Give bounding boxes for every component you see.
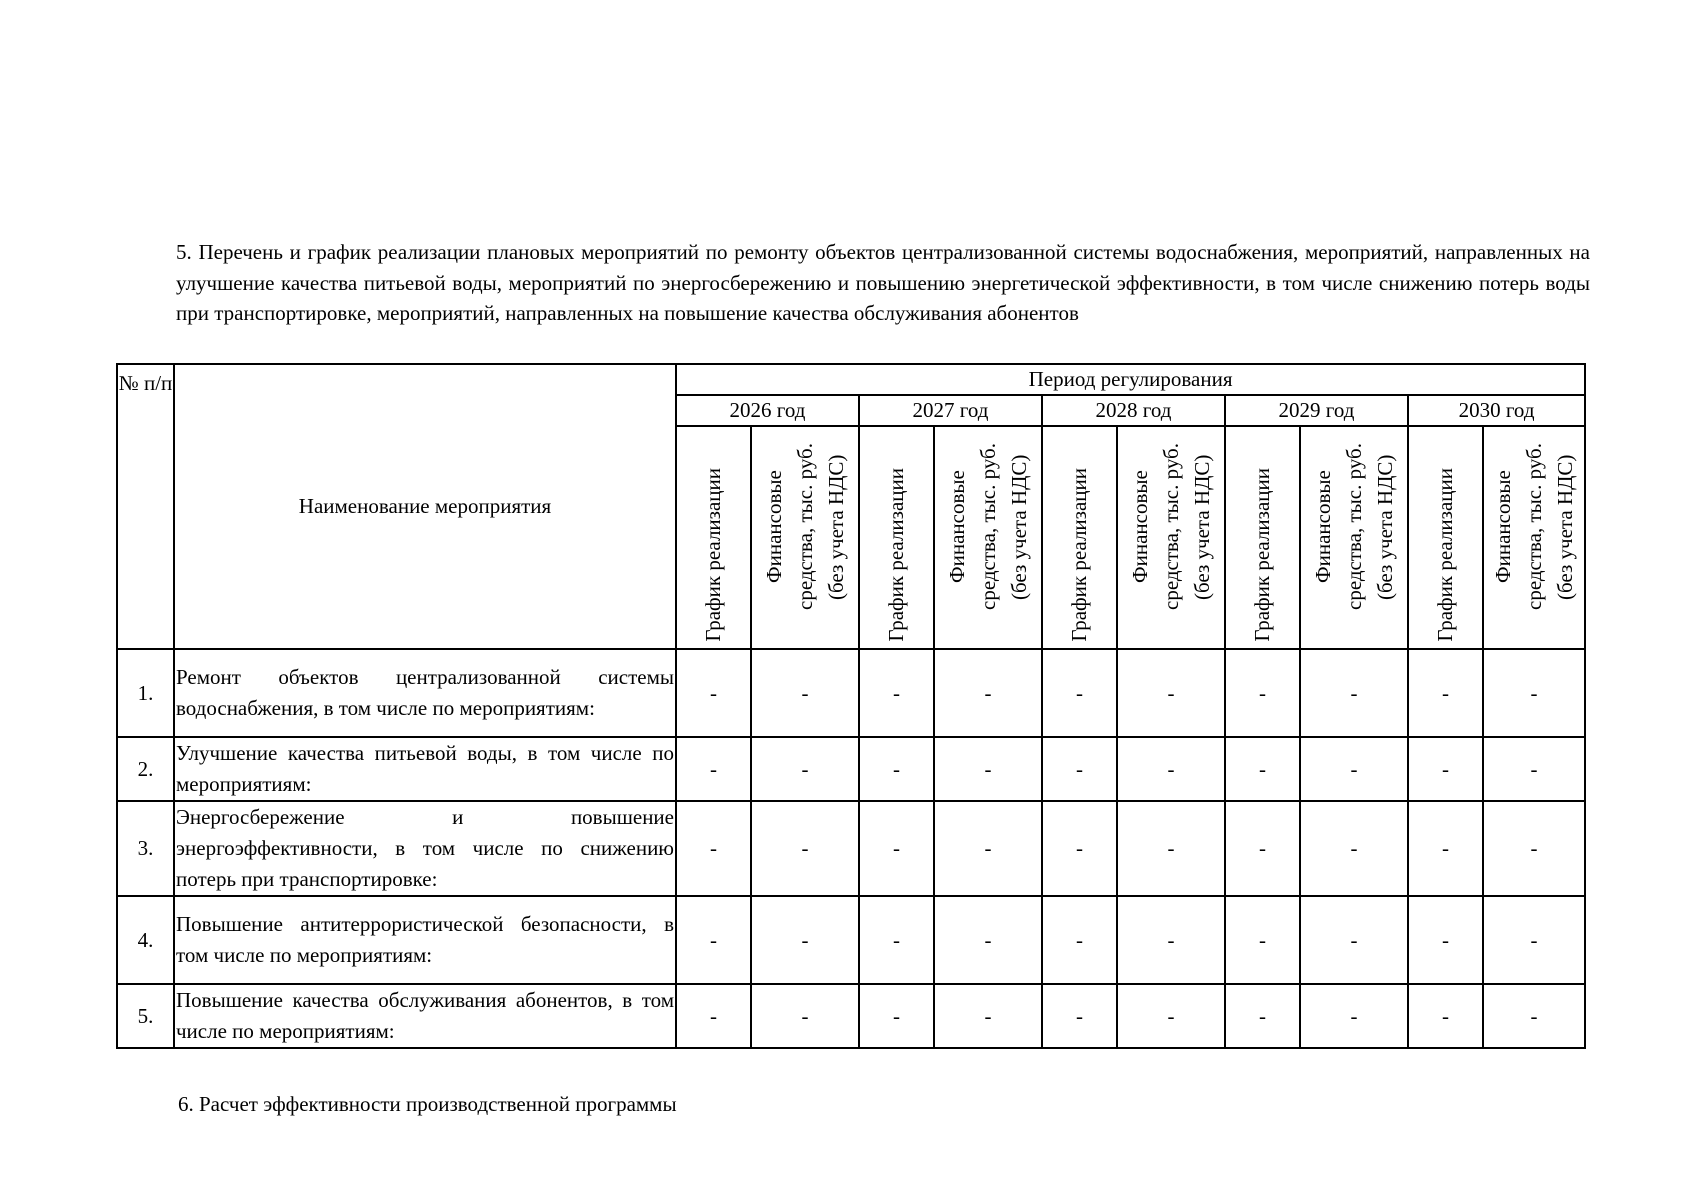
- period-header: Период регулирования: [676, 364, 1585, 395]
- finance-cell: -: [1117, 801, 1225, 896]
- row-number: 4.: [117, 896, 174, 984]
- schedule-column-label: График реализации: [884, 468, 908, 642]
- schedule-cell: -: [1042, 984, 1117, 1048]
- name-header: Наименование мероприятия: [174, 364, 676, 649]
- finance-cell: -: [1117, 984, 1225, 1048]
- schedule-cell: -: [1408, 896, 1483, 984]
- schedule-cell: -: [1408, 984, 1483, 1048]
- finance-cell: -: [751, 984, 859, 1048]
- section-6-heading: 6. Расчет эффективности производственной программы: [178, 1092, 677, 1116]
- finance-cell: -: [1483, 801, 1585, 896]
- table-body: [117, 649, 1585, 1048]
- finance-cell: -: [751, 896, 859, 984]
- finance-cell: -: [934, 896, 1042, 984]
- table-row: [117, 984, 1585, 1048]
- schedule-cell: -: [1225, 984, 1300, 1048]
- schedule-cell: -: [676, 649, 751, 737]
- finance-column-label: Финансовые средства, тыс. руб. (без учета НДС): [944, 443, 1031, 611]
- finance-cell: -: [934, 801, 1042, 896]
- finance-column-header: [751, 426, 859, 649]
- schedule-column-header: [1042, 426, 1117, 649]
- row-activity-name: Повышение качества обслуживания абонентов, в том числе по мероприятиям:: [174, 984, 676, 1048]
- row-activity-name: Ремонт объектов централизованной системы водоснабжения, в том числе по мероприятиям:: [174, 649, 676, 737]
- schedule-cell: -: [676, 737, 751, 801]
- schedule-column-header: [859, 426, 934, 649]
- schedule-cell: -: [859, 984, 934, 1048]
- schedule-cell: -: [1225, 737, 1300, 801]
- section-5-heading: 5. Перечень и график реализации плановых мероприятий по ремонту объектов централизованной системы водоснабжения, мероприятий, направленных на улучшение качества питьевой воды, мероприятий по энергосбережению и повышению энергетической эффективности, в том числе снижению потерь воды при транспортировке, мероприятий, направленных на повышение качества обслуживания абонентов: [176, 240, 1590, 325]
- num-header: № п/п: [117, 364, 174, 649]
- schedule-cell: -: [1042, 649, 1117, 737]
- finance-column-header: [1300, 426, 1408, 649]
- schedule-column-header: [1225, 426, 1300, 649]
- finance-column-header: [1117, 426, 1225, 649]
- schedule-cell: -: [1408, 801, 1483, 896]
- year-header: 2027 год: [859, 395, 1042, 426]
- year-header: 2030 год: [1408, 395, 1585, 426]
- finance-cell: -: [1483, 896, 1585, 984]
- finance-cell: -: [751, 801, 859, 896]
- schedule-cell: -: [676, 801, 751, 896]
- finance-cell: -: [1300, 801, 1408, 896]
- row-activity-name: Улучшение качества питьевой воды, в том числе по мероприятиям:: [174, 737, 676, 801]
- schedule-column-label: График реализации: [1433, 468, 1457, 642]
- finance-column-label: Финансовые средства, тыс. руб. (без учета НДС): [1490, 443, 1577, 611]
- finance-cell: -: [1117, 649, 1225, 737]
- schedule-cell: -: [1408, 737, 1483, 801]
- schedule-column-header: [676, 426, 751, 649]
- finance-cell: -: [1300, 737, 1408, 801]
- finance-column-header: [1483, 426, 1585, 649]
- schedule-cell: -: [676, 984, 751, 1048]
- finance-column-header: [934, 426, 1042, 649]
- finance-cell: -: [934, 984, 1042, 1048]
- finance-cell: -: [1483, 737, 1585, 801]
- finance-cell: -: [1300, 896, 1408, 984]
- schedule-cell: -: [676, 896, 751, 984]
- table-row: [117, 896, 1585, 984]
- table-row: [117, 801, 1585, 896]
- schedule-cell: -: [859, 896, 934, 984]
- row-activity-name: Повышение антитеррористической безопасности, в том числе по мероприятиям:: [174, 896, 676, 984]
- schedule-column-header: [1408, 426, 1483, 649]
- schedule-column-label: График реализации: [701, 468, 725, 642]
- row-number: 1.: [117, 649, 174, 737]
- finance-cell: -: [934, 649, 1042, 737]
- row-activity-name: Энергосбережение и повышение энергоэффективности, в том числе по снижению потерь при транспортировке:: [174, 801, 676, 896]
- finance-cell: -: [1483, 649, 1585, 737]
- schedule-cell: -: [1225, 649, 1300, 737]
- schedule-cell: -: [1225, 896, 1300, 984]
- schedule-cell: -: [1225, 801, 1300, 896]
- table-row: [117, 649, 1585, 737]
- finance-cell: -: [1483, 984, 1585, 1048]
- year-header: 2029 год: [1225, 395, 1408, 426]
- schedule-cell: -: [1042, 896, 1117, 984]
- row-number: 5.: [117, 984, 174, 1048]
- finance-cell: -: [1117, 896, 1225, 984]
- schedule-cell: -: [859, 737, 934, 801]
- finance-column-label: Финансовые средства, тыс. руб. (без учета НДС): [1310, 443, 1397, 611]
- schedule-cell: -: [859, 649, 934, 737]
- table-header: [117, 364, 1585, 649]
- finance-cell: -: [1300, 984, 1408, 1048]
- schedule-cell: -: [1408, 649, 1483, 737]
- schedule-column-label: График реализации: [1250, 468, 1274, 642]
- finance-cell: -: [934, 737, 1042, 801]
- plan-table: [116, 363, 1586, 1049]
- year-header: 2026 год: [676, 395, 859, 426]
- finance-column-label: Финансовые средства, тыс. руб. (без учета НДС): [1127, 443, 1214, 611]
- finance-cell: -: [751, 737, 859, 801]
- year-header: 2028 год: [1042, 395, 1225, 426]
- schedule-cell: -: [859, 801, 934, 896]
- row-number: 2.: [117, 737, 174, 801]
- finance-column-label: Финансовые средства, тыс. руб. (без учета НДС): [761, 443, 848, 611]
- finance-cell: -: [1117, 737, 1225, 801]
- finance-cell: -: [1300, 649, 1408, 737]
- finance-cell: -: [751, 649, 859, 737]
- schedule-column-label: График реализации: [1067, 468, 1091, 642]
- table-row: [117, 737, 1585, 801]
- row-number: 3.: [117, 801, 174, 896]
- schedule-cell: -: [1042, 801, 1117, 896]
- schedule-cell: -: [1042, 737, 1117, 801]
